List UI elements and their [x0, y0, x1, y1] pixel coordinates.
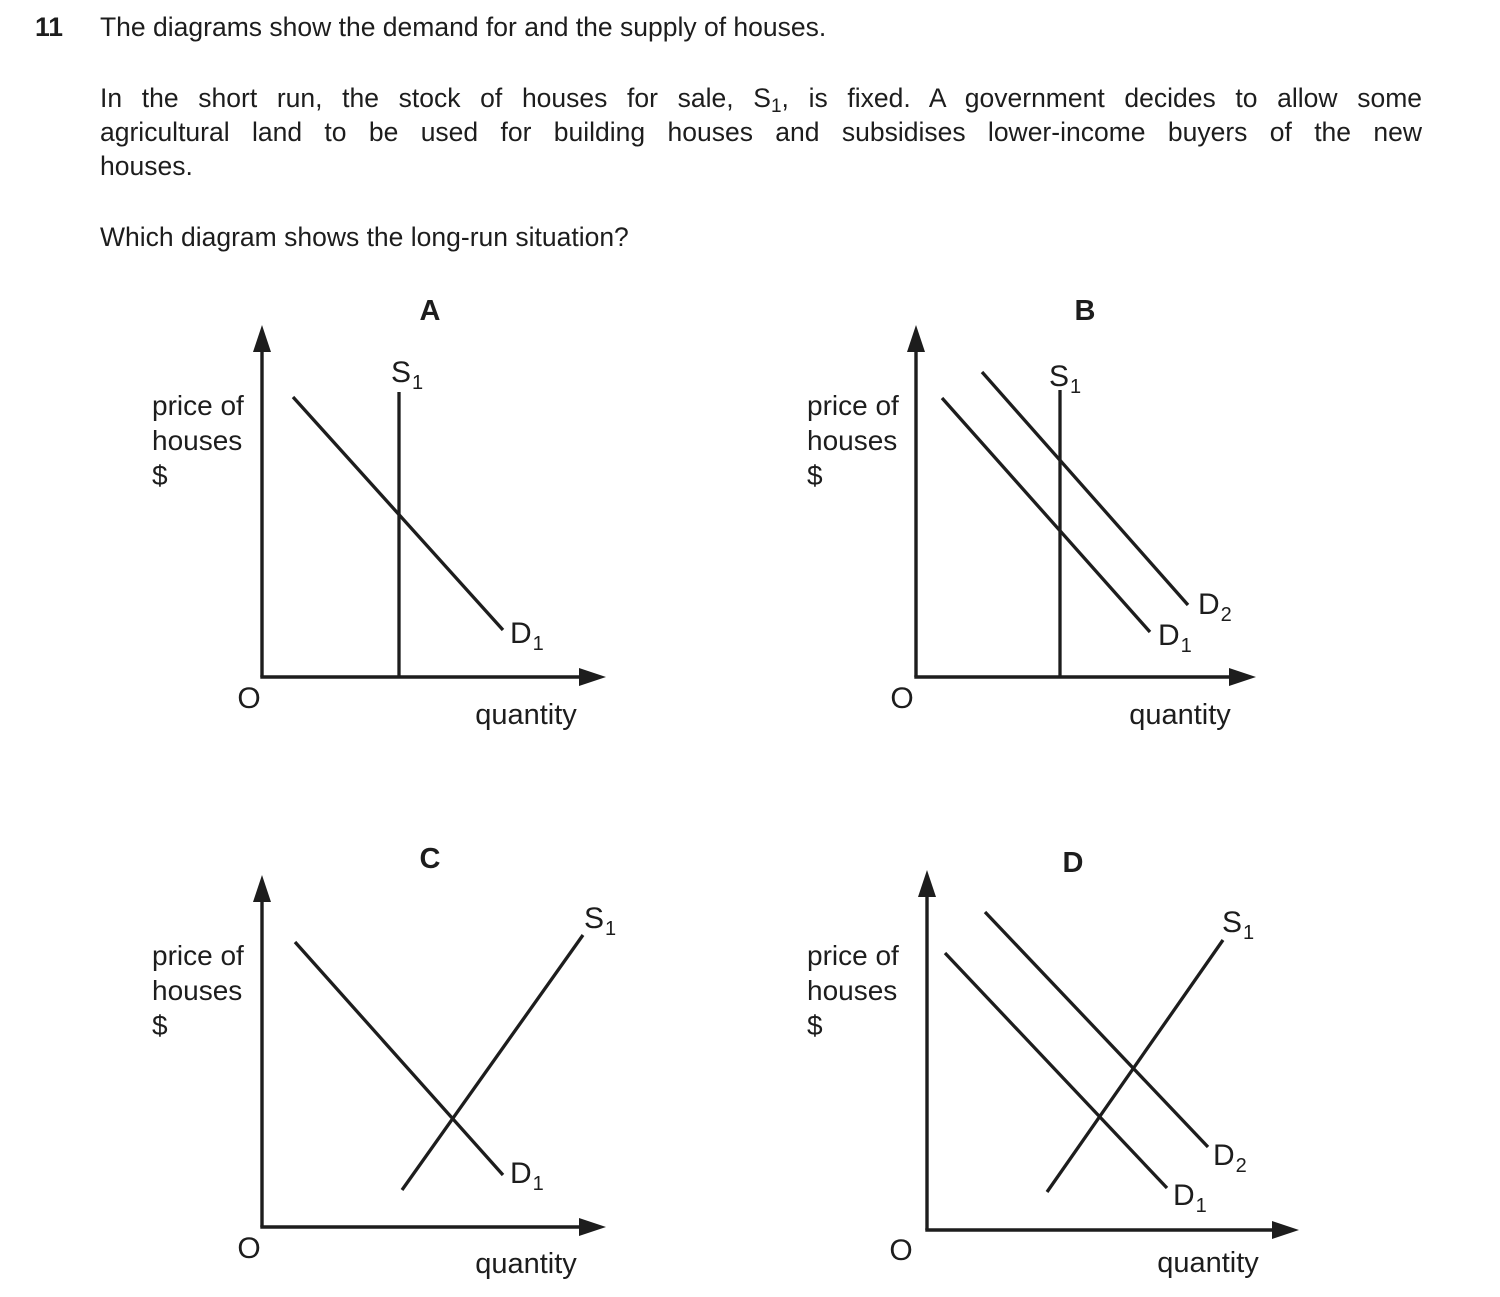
demand-curve-d1-label: [510, 1157, 544, 1195]
x-axis-arrowhead-icon: [579, 1218, 606, 1236]
demand-curve-d2-label: [1213, 1139, 1247, 1177]
supply-curve-s1-label: [1049, 360, 1081, 398]
x-axis-label: quantity: [1129, 699, 1231, 731]
demand-curve-d1: [942, 398, 1150, 632]
question-prompt: Which diagram shows the long-run situation?: [100, 222, 629, 252]
curve-label-subscript: 1: [532, 1173, 544, 1195]
y-axis-label-line3: $: [807, 460, 823, 491]
origin-label: O: [890, 682, 914, 715]
curve-label-letter: D: [510, 617, 532, 650]
supply-curve-s1-label: [391, 356, 423, 394]
y-axis-label-line1: price of: [807, 940, 899, 971]
x-axis-arrowhead-icon: [1272, 1221, 1299, 1239]
diagram-option-d: [770, 825, 1350, 1297]
curve-label-letter: S: [1049, 360, 1070, 393]
y-axis-label-line2: houses: [807, 975, 898, 1006]
curve-label-subscript: 1: [1180, 635, 1192, 657]
y-axis-label-line3: $: [152, 460, 168, 491]
x-axis-arrowhead-icon: [579, 668, 606, 686]
y-axis-arrowhead-icon: [253, 325, 271, 352]
demand-curve-d2: [982, 372, 1188, 605]
body-line-1-pre: In the short run, the stock of houses for sale, S: [100, 83, 771, 113]
demand-curve-d1-label: [1158, 619, 1192, 657]
question-intro-text: The diagrams show the demand for and the supply of houses.: [100, 12, 827, 42]
curve-label-subscript: 1: [1195, 1195, 1207, 1217]
diagram-title: B: [1074, 295, 1096, 327]
y-axis-label-line3: $: [807, 1010, 823, 1041]
body-line-1-post: , is fixed. A government decides to allow some: [781, 83, 1423, 113]
diagram-option-a: [120, 285, 660, 750]
diagram-title: C: [419, 843, 441, 875]
curve-label-subscript: 2: [1220, 604, 1232, 626]
curve-label-letter: D: [1198, 588, 1220, 621]
y-axis-label-line1: price of: [807, 390, 899, 421]
y-axis-label-line1: price of: [152, 390, 244, 421]
demand-curve-d2-label: [1198, 588, 1232, 626]
origin-label: O: [889, 1234, 913, 1267]
x-axis-label: quantity: [475, 699, 577, 731]
s1-subscript: 1: [770, 96, 782, 117]
curve-label-letter: S: [391, 356, 412, 389]
x-axis-label: quantity: [1157, 1247, 1259, 1279]
y-axis-arrowhead-icon: [907, 325, 925, 352]
y-axis-label-line2: houses: [152, 425, 243, 456]
question-number: 11: [35, 12, 64, 42]
curve-label-letter: D: [1213, 1139, 1235, 1172]
diagram-title: D: [1062, 847, 1084, 879]
curve-label-letter: D: [510, 1157, 532, 1190]
curve-label-subscript: 1: [412, 372, 424, 394]
x-axis-label: quantity: [475, 1248, 577, 1280]
y-axis-label-line2: houses: [807, 425, 898, 456]
demand-curve-d1-label: [1173, 1179, 1207, 1217]
body-line-1: [100, 81, 1422, 115]
origin-label: O: [237, 682, 261, 715]
curve-label-letter: D: [1173, 1179, 1195, 1212]
demand-curve-d1-label: [510, 617, 544, 655]
supply-curve-s1-label: [1222, 906, 1254, 944]
curve-label-subscript: 1: [605, 918, 617, 940]
origin-label: O: [237, 1232, 261, 1265]
diagram-option-b: [770, 285, 1330, 750]
supply-curve-s1: [402, 935, 583, 1190]
body-line-3: houses.: [100, 151, 193, 181]
question-block: [35, 10, 1427, 254]
y-axis-arrowhead-icon: [918, 870, 936, 897]
question-body-paragraph: [100, 81, 1422, 183]
curve-label-subscript: 1: [532, 633, 544, 655]
y-axis-arrowhead-icon: [253, 875, 271, 902]
demand-curve-d1: [295, 942, 503, 1175]
question-intro-row: [35, 10, 1427, 44]
y-axis-label-line2: houses: [152, 975, 243, 1006]
curve-label-subscript: 1: [1070, 376, 1082, 398]
curve-label-letter: S: [1222, 906, 1243, 939]
body-line-2: agricultural land to be used for building houses and subsidises lower-income buyers of the new: [100, 117, 1422, 147]
y-axis-label-line1: price of: [152, 940, 244, 971]
curve-label-subscript: 2: [1235, 1155, 1247, 1177]
diagram-title: A: [419, 295, 441, 327]
diagram-option-c: [120, 825, 660, 1297]
y-axis-label-line3: $: [152, 1010, 168, 1041]
supply-curve-s1-label: [584, 902, 616, 940]
curve-label-letter: D: [1158, 619, 1180, 652]
curve-label-letter: S: [584, 902, 605, 935]
x-axis-arrowhead-icon: [1229, 668, 1256, 686]
curve-label-subscript: 1: [1243, 922, 1255, 944]
